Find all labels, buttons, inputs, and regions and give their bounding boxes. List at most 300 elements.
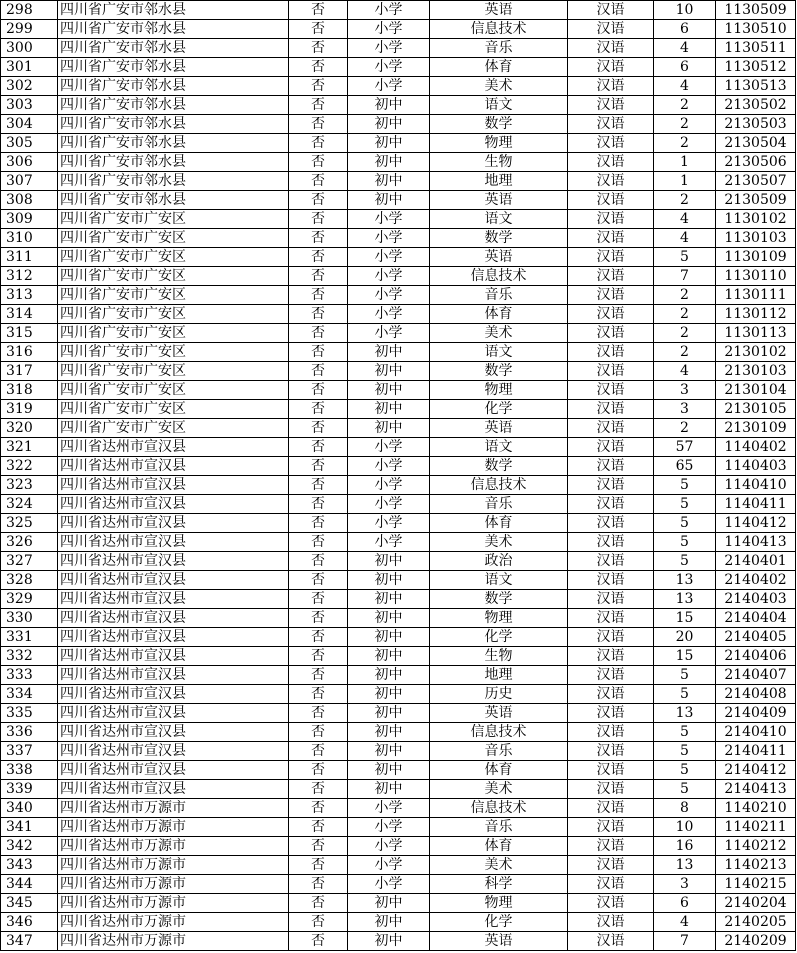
count-cell: 5 — [654, 248, 716, 267]
code-cell: 1140211 — [716, 818, 796, 837]
table-row — [1, 628, 796, 647]
level-cell: 初中 — [348, 419, 430, 438]
table-row — [1, 704, 796, 723]
region-cell: 四川省达州市宣汉县 — [58, 685, 289, 704]
count-cell: 10 — [654, 1, 716, 20]
subject-cell: 生物 — [430, 153, 568, 172]
level-cell: 小学 — [348, 20, 430, 39]
flag-cell: 否 — [289, 875, 348, 894]
row-number-cell: 313 — [1, 286, 58, 305]
language-cell: 汉语 — [568, 780, 654, 799]
language-cell: 汉语 — [568, 837, 654, 856]
code-cell: 2140404 — [716, 609, 796, 628]
region-cell: 四川省广安市邻水县 — [58, 58, 289, 77]
count-cell: 16 — [654, 837, 716, 856]
flag-cell: 否 — [289, 77, 348, 96]
level-cell: 初中 — [348, 666, 430, 685]
count-cell: 5 — [654, 476, 716, 495]
count-cell: 5 — [654, 723, 716, 742]
code-cell: 1130103 — [716, 229, 796, 248]
flag-cell: 否 — [289, 305, 348, 324]
table-row — [1, 533, 796, 552]
code-cell: 1130512 — [716, 58, 796, 77]
language-cell: 汉语 — [568, 647, 654, 666]
language-cell: 汉语 — [568, 229, 654, 248]
region-cell: 四川省广安市广安区 — [58, 267, 289, 286]
language-cell: 汉语 — [568, 267, 654, 286]
row-number-cell: 328 — [1, 571, 58, 590]
language-cell: 汉语 — [568, 932, 654, 951]
subject-cell: 数学 — [430, 229, 568, 248]
language-cell: 汉语 — [568, 457, 654, 476]
region-cell: 四川省达州市万源市 — [58, 818, 289, 837]
count-cell: 15 — [654, 609, 716, 628]
count-cell: 5 — [654, 533, 716, 552]
subject-cell: 英语 — [430, 704, 568, 723]
subject-cell: 英语 — [430, 1, 568, 20]
table-row — [1, 932, 796, 951]
row-number-cell: 338 — [1, 761, 58, 780]
level-cell: 小学 — [348, 495, 430, 514]
count-cell: 3 — [654, 875, 716, 894]
row-number-cell: 321 — [1, 438, 58, 457]
region-cell: 四川省广安市广安区 — [58, 248, 289, 267]
row-number-cell: 304 — [1, 115, 58, 134]
level-cell: 初中 — [348, 172, 430, 191]
subject-cell: 英语 — [430, 419, 568, 438]
language-cell: 汉语 — [568, 628, 654, 647]
row-number-cell: 315 — [1, 324, 58, 343]
subject-cell: 音乐 — [430, 742, 568, 761]
code-cell: 2140410 — [716, 723, 796, 742]
subject-cell: 信息技术 — [430, 723, 568, 742]
code-cell: 2140409 — [716, 704, 796, 723]
region-cell: 四川省广安市广安区 — [58, 210, 289, 229]
region-cell: 四川省达州市宣汉县 — [58, 761, 289, 780]
code-cell: 1130112 — [716, 305, 796, 324]
row-number-cell: 340 — [1, 799, 58, 818]
count-cell: 4 — [654, 913, 716, 932]
subject-cell: 化学 — [430, 628, 568, 647]
row-number-cell: 311 — [1, 248, 58, 267]
row-number-cell: 309 — [1, 210, 58, 229]
region-cell: 四川省达州市万源市 — [58, 856, 289, 875]
table-row — [1, 666, 796, 685]
region-cell: 四川省达州市宣汉县 — [58, 704, 289, 723]
region-cell: 四川省广安市广安区 — [58, 400, 289, 419]
level-cell: 初中 — [348, 704, 430, 723]
language-cell: 汉语 — [568, 609, 654, 628]
code-cell: 2130507 — [716, 172, 796, 191]
row-number-cell: 339 — [1, 780, 58, 799]
row-number-cell: 320 — [1, 419, 58, 438]
flag-cell: 否 — [289, 419, 348, 438]
code-cell: 2140406 — [716, 647, 796, 666]
level-cell: 初中 — [348, 685, 430, 704]
table-row — [1, 400, 796, 419]
row-number-cell: 341 — [1, 818, 58, 837]
subject-cell: 语文 — [430, 210, 568, 229]
count-cell: 5 — [654, 495, 716, 514]
language-cell: 汉语 — [568, 210, 654, 229]
region-cell: 四川省广安市广安区 — [58, 381, 289, 400]
table-row — [1, 58, 796, 77]
region-cell: 四川省广安市邻水县 — [58, 77, 289, 96]
table-row — [1, 552, 796, 571]
subject-cell: 物理 — [430, 609, 568, 628]
subject-cell: 音乐 — [430, 286, 568, 305]
flag-cell: 否 — [289, 381, 348, 400]
level-cell: 初中 — [348, 96, 430, 115]
language-cell: 汉语 — [568, 476, 654, 495]
flag-cell: 否 — [289, 552, 348, 571]
table-row — [1, 894, 796, 913]
level-cell: 小学 — [348, 77, 430, 96]
subject-cell: 美术 — [430, 533, 568, 552]
subject-cell: 数学 — [430, 362, 568, 381]
code-cell: 1140410 — [716, 476, 796, 495]
region-cell: 四川省达州市宣汉县 — [58, 742, 289, 761]
flag-cell: 否 — [289, 438, 348, 457]
row-number-cell: 305 — [1, 134, 58, 153]
language-cell: 汉语 — [568, 343, 654, 362]
region-cell: 四川省达州市宣汉县 — [58, 628, 289, 647]
table-row — [1, 685, 796, 704]
row-number-cell: 299 — [1, 20, 58, 39]
subject-cell: 生物 — [430, 647, 568, 666]
subject-cell: 体育 — [430, 514, 568, 533]
table-row — [1, 210, 796, 229]
table-row — [1, 134, 796, 153]
language-cell: 汉语 — [568, 552, 654, 571]
count-cell: 2 — [654, 286, 716, 305]
subject-cell: 体育 — [430, 837, 568, 856]
table-row — [1, 780, 796, 799]
count-cell: 5 — [654, 666, 716, 685]
subject-cell: 物理 — [430, 894, 568, 913]
count-cell: 4 — [654, 39, 716, 58]
region-cell: 四川省达州市万源市 — [58, 894, 289, 913]
code-cell: 2140413 — [716, 780, 796, 799]
count-cell: 5 — [654, 742, 716, 761]
table-row — [1, 438, 796, 457]
flag-cell: 否 — [289, 400, 348, 419]
level-cell: 初中 — [348, 362, 430, 381]
code-cell: 1130509 — [716, 1, 796, 20]
code-cell: 1130111 — [716, 286, 796, 305]
flag-cell: 否 — [289, 856, 348, 875]
subject-cell: 体育 — [430, 761, 568, 780]
level-cell: 初中 — [348, 153, 430, 172]
count-cell: 1 — [654, 172, 716, 191]
table-row — [1, 115, 796, 134]
level-cell: 小学 — [348, 324, 430, 343]
count-cell: 5 — [654, 552, 716, 571]
level-cell: 初中 — [348, 932, 430, 951]
language-cell: 汉语 — [568, 305, 654, 324]
subject-cell: 语文 — [430, 571, 568, 590]
language-cell: 汉语 — [568, 324, 654, 343]
row-number-cell: 326 — [1, 533, 58, 552]
subject-cell: 英语 — [430, 248, 568, 267]
language-cell: 汉语 — [568, 248, 654, 267]
table-row — [1, 191, 796, 210]
count-cell: 4 — [654, 77, 716, 96]
region-cell: 四川省广安市广安区 — [58, 305, 289, 324]
language-cell: 汉语 — [568, 20, 654, 39]
code-cell: 2130503 — [716, 115, 796, 134]
level-cell: 小学 — [348, 476, 430, 495]
count-cell: 4 — [654, 229, 716, 248]
row-number-cell: 345 — [1, 894, 58, 913]
code-cell: 2130504 — [716, 134, 796, 153]
language-cell: 汉语 — [568, 571, 654, 590]
row-number-cell: 324 — [1, 495, 58, 514]
code-cell: 2140405 — [716, 628, 796, 647]
region-cell: 四川省广安市邻水县 — [58, 153, 289, 172]
flag-cell: 否 — [289, 324, 348, 343]
flag-cell: 否 — [289, 514, 348, 533]
language-cell: 汉语 — [568, 419, 654, 438]
flag-cell: 否 — [289, 134, 348, 153]
table-row — [1, 799, 796, 818]
table-row — [1, 856, 796, 875]
row-number-cell: 306 — [1, 153, 58, 172]
flag-cell: 否 — [289, 666, 348, 685]
table-row — [1, 286, 796, 305]
code-cell: 1130513 — [716, 77, 796, 96]
level-cell: 小学 — [348, 229, 430, 248]
level-cell: 初中 — [348, 742, 430, 761]
count-cell: 3 — [654, 400, 716, 419]
code-cell: 1140402 — [716, 438, 796, 457]
count-cell: 2 — [654, 343, 716, 362]
code-cell: 1140413 — [716, 533, 796, 552]
code-cell: 1130109 — [716, 248, 796, 267]
count-cell: 2 — [654, 305, 716, 324]
level-cell: 初中 — [348, 115, 430, 134]
subject-cell: 化学 — [430, 400, 568, 419]
flag-cell: 否 — [289, 20, 348, 39]
language-cell: 汉语 — [568, 77, 654, 96]
level-cell: 小学 — [348, 837, 430, 856]
region-cell: 四川省广安市广安区 — [58, 419, 289, 438]
language-cell: 汉语 — [568, 115, 654, 134]
table-row — [1, 457, 796, 476]
flag-cell: 否 — [289, 533, 348, 552]
level-cell: 初中 — [348, 571, 430, 590]
language-cell: 汉语 — [568, 894, 654, 913]
subject-cell: 科学 — [430, 875, 568, 894]
flag-cell: 否 — [289, 894, 348, 913]
count-cell: 6 — [654, 20, 716, 39]
subject-cell: 音乐 — [430, 39, 568, 58]
region-cell: 四川省达州市宣汉县 — [58, 780, 289, 799]
region-cell: 四川省广安市广安区 — [58, 362, 289, 381]
code-cell: 2130105 — [716, 400, 796, 419]
language-cell: 汉语 — [568, 856, 654, 875]
level-cell: 初中 — [348, 609, 430, 628]
row-number-cell: 298 — [1, 1, 58, 20]
region-cell: 四川省达州市宣汉县 — [58, 647, 289, 666]
row-number-cell: 332 — [1, 647, 58, 666]
level-cell: 初中 — [348, 628, 430, 647]
row-number-cell: 323 — [1, 476, 58, 495]
count-cell: 6 — [654, 58, 716, 77]
region-cell: 四川省广安市邻水县 — [58, 96, 289, 115]
language-cell: 汉语 — [568, 685, 654, 704]
level-cell: 小学 — [348, 1, 430, 20]
flag-cell: 否 — [289, 267, 348, 286]
subject-cell: 物理 — [430, 381, 568, 400]
level-cell: 小学 — [348, 210, 430, 229]
level-cell: 小学 — [348, 856, 430, 875]
region-cell: 四川省广安市邻水县 — [58, 20, 289, 39]
subject-cell: 语文 — [430, 438, 568, 457]
subject-cell: 语文 — [430, 343, 568, 362]
flag-cell: 否 — [289, 723, 348, 742]
language-cell: 汉语 — [568, 172, 654, 191]
row-number-cell: 329 — [1, 590, 58, 609]
row-number-cell: 337 — [1, 742, 58, 761]
code-cell: 2140408 — [716, 685, 796, 704]
subject-cell: 历史 — [430, 685, 568, 704]
code-cell: 2140402 — [716, 571, 796, 590]
region-cell: 四川省达州市万源市 — [58, 875, 289, 894]
flag-cell: 否 — [289, 590, 348, 609]
subject-cell: 地理 — [430, 172, 568, 191]
code-cell: 1140212 — [716, 837, 796, 856]
code-cell: 2140412 — [716, 761, 796, 780]
level-cell: 小学 — [348, 457, 430, 476]
language-cell: 汉语 — [568, 723, 654, 742]
flag-cell: 否 — [289, 837, 348, 856]
flag-cell: 否 — [289, 761, 348, 780]
code-cell: 1140215 — [716, 875, 796, 894]
region-cell: 四川省达州市万源市 — [58, 913, 289, 932]
row-number-cell: 300 — [1, 39, 58, 58]
language-cell: 汉语 — [568, 191, 654, 210]
count-cell: 2 — [654, 419, 716, 438]
region-cell: 四川省广安市邻水县 — [58, 1, 289, 20]
level-cell: 小学 — [348, 305, 430, 324]
level-cell: 初中 — [348, 913, 430, 932]
level-cell: 小学 — [348, 875, 430, 894]
table-body — [1, 1, 796, 951]
level-cell: 小学 — [348, 58, 430, 77]
row-number-cell: 331 — [1, 628, 58, 647]
region-cell: 四川省达州市宣汉县 — [58, 590, 289, 609]
region-cell: 四川省广安市广安区 — [58, 324, 289, 343]
language-cell: 汉语 — [568, 761, 654, 780]
row-number-cell: 312 — [1, 267, 58, 286]
table-row — [1, 362, 796, 381]
code-cell: 1130511 — [716, 39, 796, 58]
table-row — [1, 609, 796, 628]
language-cell: 汉语 — [568, 39, 654, 58]
code-cell: 2140209 — [716, 932, 796, 951]
subject-cell: 数学 — [430, 590, 568, 609]
count-cell: 2 — [654, 134, 716, 153]
table-row — [1, 761, 796, 780]
table-row — [1, 818, 796, 837]
table-row — [1, 875, 796, 894]
row-number-cell: 303 — [1, 96, 58, 115]
table-row — [1, 77, 796, 96]
flag-cell: 否 — [289, 286, 348, 305]
row-number-cell: 308 — [1, 191, 58, 210]
language-cell: 汉语 — [568, 666, 654, 685]
language-cell: 汉语 — [568, 799, 654, 818]
count-cell: 13 — [654, 856, 716, 875]
code-cell: 2130103 — [716, 362, 796, 381]
flag-cell: 否 — [289, 647, 348, 666]
count-cell: 2 — [654, 191, 716, 210]
count-cell: 8 — [654, 799, 716, 818]
language-cell: 汉语 — [568, 742, 654, 761]
subject-cell: 化学 — [430, 913, 568, 932]
table-row — [1, 267, 796, 286]
count-cell: 5 — [654, 780, 716, 799]
count-cell: 20 — [654, 628, 716, 647]
table-row — [1, 723, 796, 742]
level-cell: 小学 — [348, 533, 430, 552]
row-number-cell: 317 — [1, 362, 58, 381]
flag-cell: 否 — [289, 153, 348, 172]
subject-cell: 物理 — [430, 134, 568, 153]
count-cell: 2 — [654, 324, 716, 343]
table-row — [1, 229, 796, 248]
count-cell: 1 — [654, 153, 716, 172]
flag-cell: 否 — [289, 476, 348, 495]
level-cell: 初中 — [348, 381, 430, 400]
subject-cell: 美术 — [430, 324, 568, 343]
region-cell: 四川省达州市宣汉县 — [58, 533, 289, 552]
count-cell: 6 — [654, 894, 716, 913]
level-cell: 初中 — [348, 723, 430, 742]
region-cell: 四川省达州市宣汉县 — [58, 495, 289, 514]
region-cell: 四川省达州市宣汉县 — [58, 723, 289, 742]
level-cell: 初中 — [348, 590, 430, 609]
level-cell: 小学 — [348, 799, 430, 818]
language-cell: 汉语 — [568, 134, 654, 153]
flag-cell: 否 — [289, 58, 348, 77]
region-cell: 四川省广安市邻水县 — [58, 115, 289, 134]
code-cell: 2130104 — [716, 381, 796, 400]
table-row — [1, 343, 796, 362]
flag-cell: 否 — [289, 495, 348, 514]
level-cell: 初中 — [348, 647, 430, 666]
code-cell: 1140210 — [716, 799, 796, 818]
flag-cell: 否 — [289, 1, 348, 20]
count-cell: 15 — [654, 647, 716, 666]
count-cell: 5 — [654, 685, 716, 704]
code-cell: 2130509 — [716, 191, 796, 210]
count-cell: 5 — [654, 514, 716, 533]
row-number-cell: 322 — [1, 457, 58, 476]
level-cell: 小学 — [348, 267, 430, 286]
flag-cell: 否 — [289, 913, 348, 932]
table-row — [1, 324, 796, 343]
code-cell: 2140401 — [716, 552, 796, 571]
language-cell: 汉语 — [568, 400, 654, 419]
flag-cell: 否 — [289, 191, 348, 210]
count-cell: 13 — [654, 571, 716, 590]
code-cell: 2140204 — [716, 894, 796, 913]
flag-cell: 否 — [289, 628, 348, 647]
subject-cell: 信息技术 — [430, 476, 568, 495]
count-cell: 13 — [654, 704, 716, 723]
